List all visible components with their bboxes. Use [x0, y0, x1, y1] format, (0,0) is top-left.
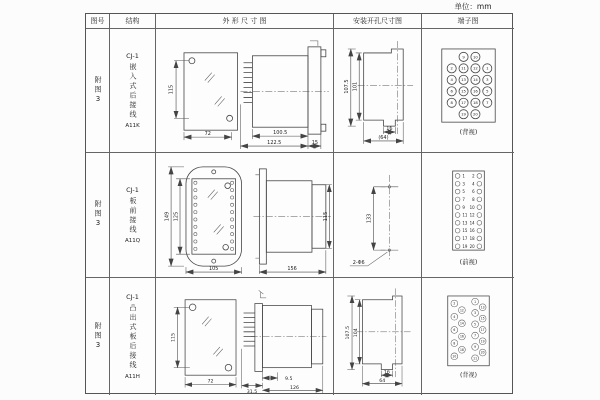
svg-text:5: 5	[461, 189, 465, 195]
dim-label-inner-h: 101	[352, 81, 359, 92]
svg-text:15: 15	[480, 316, 485, 321]
mount-drawing-a11k	[334, 29, 421, 152]
svg-text:17: 17	[480, 327, 485, 332]
svg-text:19: 19	[460, 112, 466, 117]
dim-label-overall-w: (64)	[378, 134, 389, 141]
dim-label-height: 115	[171, 332, 177, 342]
model-row2: CJ-1	[126, 186, 139, 194]
svg-text:7: 7	[485, 101, 488, 106]
hole-marks	[380, 175, 398, 260]
svg-text:19: 19	[480, 338, 485, 343]
structure-cell-row2	[110, 153, 156, 278]
dim-label-width: 72	[207, 379, 214, 385]
unit-label: 单位：mm	[454, 2, 492, 11]
fig-no-row2: 附图3	[94, 200, 102, 230]
structure-row2: 板前接线	[129, 197, 137, 235]
dim-label-depth-body: 100.5	[273, 130, 288, 137]
svg-text:7: 7	[461, 196, 465, 202]
svg-text:13: 13	[461, 220, 467, 226]
header-outline: 外 形 尺 寸 图	[156, 14, 334, 29]
svg-text:14: 14	[472, 78, 478, 83]
dim-label-overall-w: 64	[379, 378, 386, 384]
header-fig-no: 图号	[86, 14, 110, 29]
cutout-profile	[358, 41, 413, 134]
hole-note: 2-Φ6	[352, 259, 365, 266]
dimension-table	[85, 13, 513, 394]
fig-no-cell-row2	[86, 153, 110, 278]
dim-label-outer-h: 107.5	[346, 325, 352, 339]
svg-text:11: 11	[461, 212, 467, 218]
svg-text:19: 19	[461, 243, 467, 249]
svg-text:1: 1	[485, 66, 488, 71]
dim-label-outer-h: 107.5	[343, 79, 350, 94]
dim-label-width: 72	[204, 131, 211, 138]
fig-no-cell-row3	[86, 278, 110, 395]
model-row1: CJ-1	[126, 52, 139, 60]
svg-text:9: 9	[473, 344, 476, 349]
structure-row3: 凸出式板后接线	[129, 304, 137, 371]
fig-no-row1: 附图3	[94, 75, 102, 106]
structure-cell-row3	[110, 278, 156, 395]
model-row3: CJ-1	[126, 293, 139, 302]
dim-label-depth: 126	[289, 385, 299, 391]
header-mounting: 安装开孔尺寸图	[334, 14, 422, 29]
dim-label-depth-total: 122.5	[267, 140, 282, 147]
svg-text:8: 8	[471, 196, 475, 202]
dim-label-width: 105	[209, 266, 219, 273]
dim-label-inner-h: 125	[173, 211, 180, 222]
svg-text:11: 11	[460, 66, 466, 71]
svg-text:12: 12	[469, 212, 475, 218]
side-view	[242, 290, 327, 395]
side-view	[253, 169, 331, 274]
dim-label-offset: 9.5	[285, 376, 293, 382]
svg-text:10: 10	[472, 55, 478, 60]
code-row1: A11K	[125, 123, 140, 129]
mount-drawing-a11q	[334, 153, 421, 277]
code-row3: A11H	[125, 373, 140, 380]
svg-text:20: 20	[472, 112, 478, 117]
svg-text:20: 20	[480, 350, 485, 355]
terminal-strips	[194, 181, 234, 250]
outline-cell-row1	[156, 29, 334, 153]
header-structure: 结构	[110, 14, 156, 29]
mount-cell-row1	[334, 29, 422, 153]
svg-text:15: 15	[461, 228, 467, 234]
mount-cell-row3	[334, 278, 422, 395]
terminal-caption-row2: (前视)	[459, 257, 477, 266]
outline-cell-row3	[156, 278, 334, 395]
terminal-cell-row2	[422, 153, 514, 278]
terminal-circles	[450, 298, 485, 361]
svg-text:4: 4	[452, 314, 455, 319]
svg-text:2: 2	[452, 301, 455, 306]
svg-text:9: 9	[461, 204, 465, 210]
structure-cell-row1	[110, 29, 156, 153]
mount-drawing-a11h	[334, 279, 421, 395]
svg-text:14: 14	[469, 220, 475, 226]
front-view	[171, 299, 236, 387]
svg-text:13: 13	[480, 304, 485, 309]
svg-text:8: 8	[449, 101, 453, 106]
svg-text:3: 3	[461, 181, 465, 187]
terminal-diagram-a11k	[423, 29, 514, 152]
header-terminal: 端子图	[422, 14, 514, 29]
svg-text:4: 4	[471, 181, 475, 187]
side-view	[241, 41, 329, 149]
mount-cell-row2	[334, 153, 422, 278]
svg-text:18: 18	[459, 347, 464, 352]
svg-text:1: 1	[473, 299, 476, 304]
svg-text:4: 4	[449, 78, 453, 83]
svg-text:13: 13	[460, 78, 466, 83]
svg-text:6: 6	[449, 89, 453, 94]
outline-drawing-a11k	[156, 29, 333, 152]
code-row2: A11Q	[124, 238, 141, 244]
dim-label-height: 115	[168, 84, 175, 95]
dim-label-inner-h: 104	[354, 327, 360, 337]
svg-text:1: 1	[461, 173, 465, 179]
cutout-profile	[357, 288, 412, 377]
svg-text:12: 12	[472, 66, 478, 71]
dim-label-outer-h: 149	[164, 211, 171, 222]
svg-text:8: 8	[452, 340, 455, 345]
svg-text:2: 2	[449, 66, 453, 71]
terminal-circles	[455, 174, 482, 249]
svg-text:10: 10	[469, 204, 475, 210]
mount-dimensions	[350, 187, 388, 266]
svg-text:5: 5	[485, 89, 488, 94]
svg-text:17: 17	[461, 236, 467, 242]
fig-no-cell-row1	[86, 29, 110, 153]
svg-text:20: 20	[469, 243, 475, 249]
mount-dimensions	[345, 295, 402, 386]
dim-label-flange: 15	[311, 140, 319, 147]
svg-text:18: 18	[469, 236, 475, 242]
front-view	[169, 53, 238, 140]
dim-label-spacing: 133	[366, 213, 373, 224]
terminal-caption-row3: (背视)	[459, 371, 477, 379]
svg-text:18: 18	[472, 101, 478, 106]
dim-label-depth: 156	[287, 266, 297, 273]
terminal-caption-row1: (背视)	[459, 128, 477, 137]
svg-text:17: 17	[460, 101, 466, 106]
svg-text:6: 6	[471, 189, 475, 195]
fig-no-row3: 附图3	[94, 321, 102, 352]
svg-text:10: 10	[451, 353, 456, 358]
svg-text:16: 16	[472, 89, 478, 94]
svg-text:3: 3	[485, 78, 488, 83]
mount-dimensions	[344, 49, 403, 144]
front-view	[165, 167, 242, 274]
svg-text:12: 12	[459, 307, 464, 312]
svg-text:11: 11	[472, 355, 477, 360]
svg-text:7: 7	[473, 333, 476, 338]
svg-text:6: 6	[452, 327, 455, 332]
outline-cell-row2	[156, 153, 334, 278]
terminal-diagram-a11h	[423, 279, 514, 395]
svg-text:16: 16	[469, 228, 475, 234]
svg-text:14: 14	[459, 320, 464, 325]
terminal-cell-row3	[422, 278, 514, 395]
svg-text:9: 9	[461, 55, 465, 60]
terminal-circles	[447, 52, 492, 118]
structure-row1: 嵌入式后接线	[129, 63, 137, 120]
outline-drawing-a11q	[156, 153, 333, 277]
svg-text:5: 5	[473, 321, 476, 326]
svg-text:3: 3	[473, 310, 476, 315]
dim-label-slot-w: 16	[386, 126, 393, 133]
terminal-diagram-a11q	[423, 153, 514, 277]
dim-label-pin-len: 31.5	[246, 389, 258, 395]
dim-label-side-h: 115	[322, 211, 329, 222]
svg-text:16: 16	[459, 334, 464, 339]
outline-drawing-a11h	[156, 279, 333, 395]
svg-text:2: 2	[471, 173, 475, 179]
terminal-cell-row1	[422, 29, 514, 153]
dim-label-slot-w: 16	[383, 369, 390, 375]
svg-text:15: 15	[460, 89, 466, 94]
